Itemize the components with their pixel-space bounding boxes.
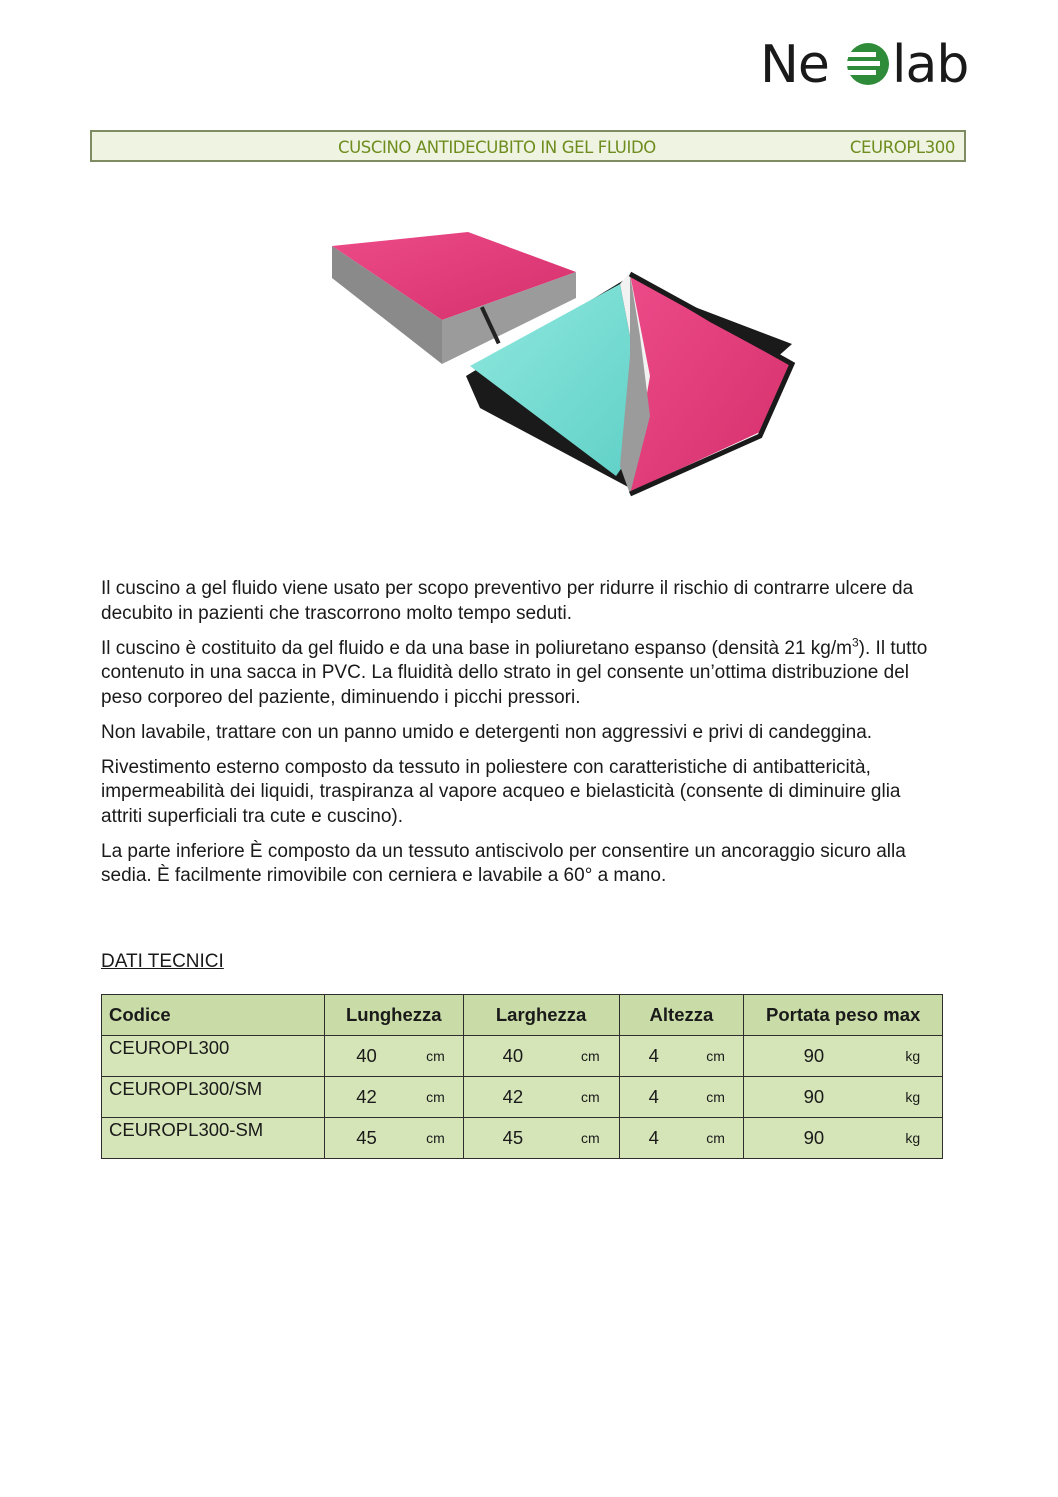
- cell-load-unit: kg: [884, 1036, 943, 1077]
- cell-height-unit: cm: [688, 1077, 744, 1118]
- cell-load: 90: [744, 1036, 884, 1077]
- cell-width: 40: [463, 1036, 562, 1077]
- header-height: Altezza: [619, 995, 744, 1036]
- cell-height-unit: cm: [688, 1036, 744, 1077]
- table-row: [102, 1077, 943, 1118]
- section-heading-technical-data: DATI TECNICI: [101, 951, 224, 972]
- cell-width: 42: [463, 1077, 562, 1118]
- cell-width: 45: [463, 1118, 562, 1159]
- cell-length: 42: [324, 1077, 408, 1118]
- gel-cushion-image: [330, 226, 800, 506]
- product-code: CEUROPL300: [849, 138, 955, 157]
- cell-code: CEUROPL300: [102, 1036, 325, 1077]
- product-title-bar: [90, 130, 966, 162]
- paragraph-usage: Il cuscino a gel fluido viene usato per scopo preventivo per ridurre il rischio di contrarre ulcere da decubito in pazienti che trascorrono molto tempo seduti.: [101, 578, 914, 624]
- cell-height: 4: [619, 1118, 688, 1159]
- header-width: Larghezza: [463, 995, 619, 1036]
- cell-load-unit: kg: [884, 1077, 943, 1118]
- header-max-load: Portata peso max: [744, 995, 943, 1036]
- table-row: [102, 1036, 943, 1077]
- cell-code: CEUROPL300-SM: [102, 1118, 325, 1159]
- table-header-row: [102, 995, 943, 1036]
- paragraph-bottom: La parte inferiore È composto da un tessuto antiscivolo per consentire un ancoraggio sicuro alla sedia. È facilmente rimovibile con cerniera e lavabile a 60° a mano.: [101, 840, 906, 886]
- paragraph-cover: Rivestimento esterno composto da tessuto in poliestere con caratteristiche di antibattericità, impermeabilità dei liquidi, traspiranza al vapore acqueo e bielasticità (consente di diminuire glia attriti superficiali tra cute e cuscino).: [101, 756, 901, 827]
- product-description: [101, 577, 931, 899]
- technical-data-table: [101, 994, 943, 1159]
- svg-text:Ne: Ne: [760, 35, 829, 95]
- logo-globe-icon: [846, 43, 889, 85]
- cell-load: 90: [744, 1077, 884, 1118]
- product-title: CUSCINO ANTIDECUBITO IN GEL FLUIDO: [338, 138, 656, 157]
- cell-length: 45: [324, 1118, 408, 1159]
- paragraph-cleaning: Non lavabile, trattare con un panno umido e detergenti non aggressivi e privi di candeggina.: [101, 721, 873, 743]
- cell-width-unit: cm: [562, 1036, 619, 1077]
- paragraph-composition: Il cuscino è costituito da gel fluido e da una base in poliuretano espanso (densità 21 $kg/m^3$). Il tutto contenuto in una sacca in PVC. La fluidità dello strato in gel consente un’ottima distribuzione del peso corporeo del paziente, diminuendo i picchi pressori.: [101, 635, 928, 708]
- cell-length-unit: cm: [408, 1077, 463, 1118]
- header-length: Lunghezza: [324, 995, 463, 1036]
- header-code: Codice: [102, 995, 325, 1036]
- cell-width-unit: cm: [562, 1118, 619, 1159]
- cell-code: CEUROPL300/SM: [102, 1077, 325, 1118]
- cell-length-unit: cm: [408, 1118, 463, 1159]
- cell-load-unit: kg: [884, 1118, 943, 1159]
- cell-length-unit: cm: [408, 1036, 463, 1077]
- table-row: [102, 1118, 943, 1159]
- cell-height: 4: [619, 1077, 688, 1118]
- cell-load: 90: [744, 1118, 884, 1159]
- cell-width-unit: cm: [562, 1077, 619, 1118]
- cell-length: 40: [324, 1036, 408, 1077]
- neolab-logo: [760, 32, 975, 96]
- cell-height: 4: [619, 1036, 688, 1077]
- cell-height-unit: cm: [688, 1118, 744, 1159]
- svg-text:lab: lab: [892, 35, 969, 95]
